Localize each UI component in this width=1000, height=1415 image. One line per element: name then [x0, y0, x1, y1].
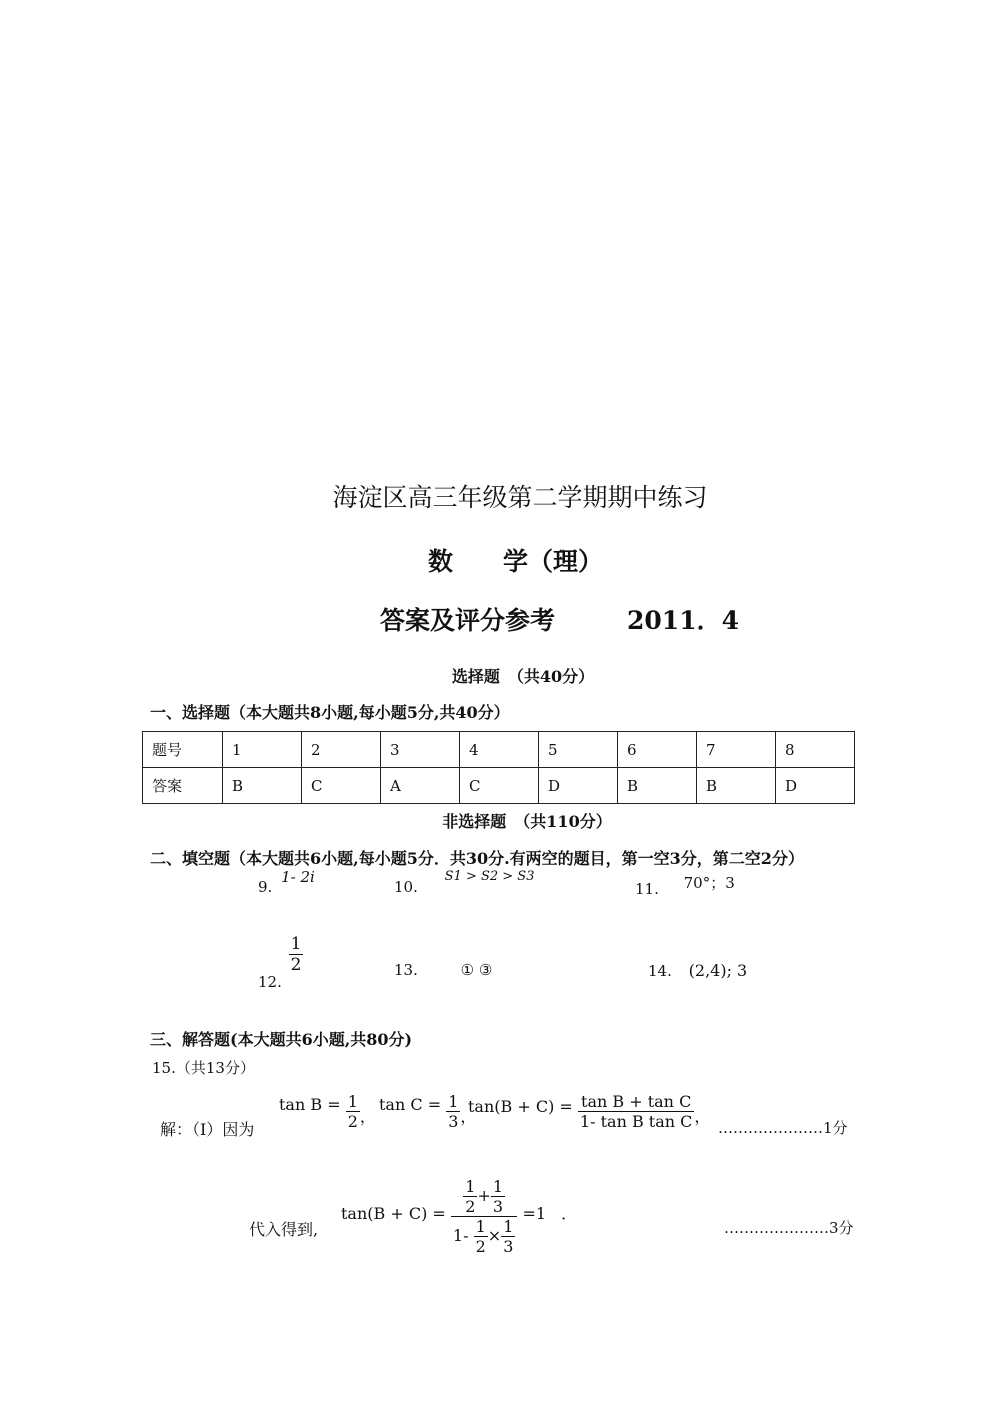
period: ． [561, 1204, 578, 1223]
table-cell: C [460, 768, 539, 804]
fill-item [394, 961, 492, 979]
choice-heading: 一、选择题（本大题共8小题,每小题5分,共40分） [150, 703, 510, 722]
fraction-denominator: 2 [465, 1197, 476, 1216]
item-answer: S1 > S2 > S3 [444, 869, 535, 884]
fill-item [648, 961, 747, 980]
item-number: 12. [258, 972, 282, 991]
table-cell: 3 [381, 732, 460, 768]
table-cell: 8 [776, 732, 855, 768]
result: =1 [522, 1204, 547, 1223]
table-cell: C [302, 768, 381, 804]
fill-heading: 二、填空题（本大题共6小题,每小题5分．共30分.有两空的题目，第一空3分，第二空2分） [150, 849, 804, 868]
table-cell: D [776, 768, 855, 804]
subtitle-line [380, 601, 739, 637]
comma: ， [359, 1107, 376, 1126]
plus-sign: + [477, 1186, 491, 1205]
table-cell: D [539, 768, 618, 804]
table-cell: 6 [618, 732, 697, 768]
item-number: 10. [394, 878, 418, 896]
one-minus: 1- [452, 1226, 469, 1245]
item-number: 11. [635, 880, 659, 898]
nonchoice-caption: 非选择题 （共110分） [442, 812, 612, 831]
table-cell: 7 [697, 732, 776, 768]
fraction-denominator: 3 [492, 1197, 504, 1216]
fill-item [258, 868, 315, 896]
fraction-numerator: 1 [503, 1217, 514, 1236]
fraction-one-half [346, 1092, 360, 1131]
step2-lead: 代入得到, [249, 1220, 319, 1239]
fraction-denominator: 3 [448, 1112, 459, 1131]
table-cell: 2 [302, 732, 381, 768]
table-row [143, 732, 855, 768]
fraction-one-half [474, 1217, 488, 1256]
item-answer: 70°；3 [683, 874, 735, 892]
answer-table [142, 731, 855, 804]
doc-title: 海淀区高三年级第二学期期中练习 [332, 483, 708, 512]
tanBC-label: tan(B + C) = [341, 1204, 446, 1223]
item-number: 9. [258, 878, 273, 896]
step1-tanC [379, 1092, 476, 1131]
fraction-denominator: 3 [503, 1237, 514, 1256]
step2-expression [341, 1177, 577, 1256]
fraction-one-third [491, 1177, 505, 1216]
table-cell: A [381, 768, 460, 804]
big-numerator [451, 1177, 517, 1216]
fraction-numerator: 1 [448, 1092, 459, 1111]
fraction-numerator: tan B + tan C [581, 1092, 692, 1111]
subject-title: 数 学（理） [428, 547, 604, 576]
step1-lead: 解：（I）因为 [160, 1120, 255, 1139]
step1-tanBC [468, 1092, 710, 1131]
item-answer: ① ③ [460, 961, 493, 979]
times-sign: × [487, 1226, 502, 1245]
big-fraction [451, 1177, 517, 1256]
choice-caption: 选择题 （共40分） [451, 667, 595, 686]
comma: ， [694, 1107, 711, 1126]
tanC-label: tan C = [379, 1095, 442, 1114]
table-cell: B [697, 768, 776, 804]
score-3: …………………3分 [724, 1219, 854, 1237]
problem-label: 15.（共13分） [152, 1059, 255, 1077]
table-cell: B [618, 768, 697, 804]
fraction-numerator: 1 [492, 1177, 504, 1196]
item-number: 14. [648, 962, 672, 980]
row-label: 答案 [143, 768, 223, 804]
fill-item [635, 874, 735, 899]
comma: ， [460, 1107, 477, 1126]
fraction-one-third [501, 1217, 515, 1256]
solve-heading: 三、解答题(本大题共6小题,共80分) [150, 1030, 413, 1049]
item-number: 13. [394, 961, 418, 979]
item-answer: 1- 2i [281, 868, 315, 886]
score-1: …………………1分 [718, 1119, 848, 1137]
fraction-denominator: 2 [290, 955, 302, 975]
tanB-label: tan B = [279, 1095, 341, 1114]
item-answer-fraction [289, 934, 304, 975]
fraction-denominator: 2 [475, 1237, 486, 1256]
fraction-tan-sum [578, 1092, 694, 1131]
table-cell: 4 [460, 732, 539, 768]
exam-date: 2011．4 [627, 606, 739, 635]
fraction-numerator: 1 [465, 1177, 476, 1196]
table-row [143, 768, 855, 804]
fraction-numerator: 1 [475, 1217, 486, 1236]
big-denominator [451, 1216, 517, 1256]
table-cell: 5 [539, 732, 618, 768]
fraction-denominator: 2 [347, 1112, 358, 1131]
table-cell: 1 [223, 732, 302, 768]
fill-item [394, 869, 535, 896]
fraction-numerator: 1 [290, 934, 302, 954]
item-answer: (2,4); 3 [688, 961, 748, 980]
fraction-numerator: 1 [347, 1092, 358, 1111]
row-label: 题号 [143, 732, 223, 768]
answer-subtitle: 答案及评分参考 [380, 606, 556, 635]
fraction-denominator: 1- tan B tan C [579, 1112, 693, 1131]
table-cell: B [223, 768, 302, 804]
tanBC-label: tan(B + C) = [468, 1097, 573, 1116]
fill-item [258, 934, 303, 991]
step1-tanB [279, 1092, 376, 1131]
fraction-one-half [463, 1177, 477, 1216]
fraction-one-third [446, 1092, 460, 1131]
